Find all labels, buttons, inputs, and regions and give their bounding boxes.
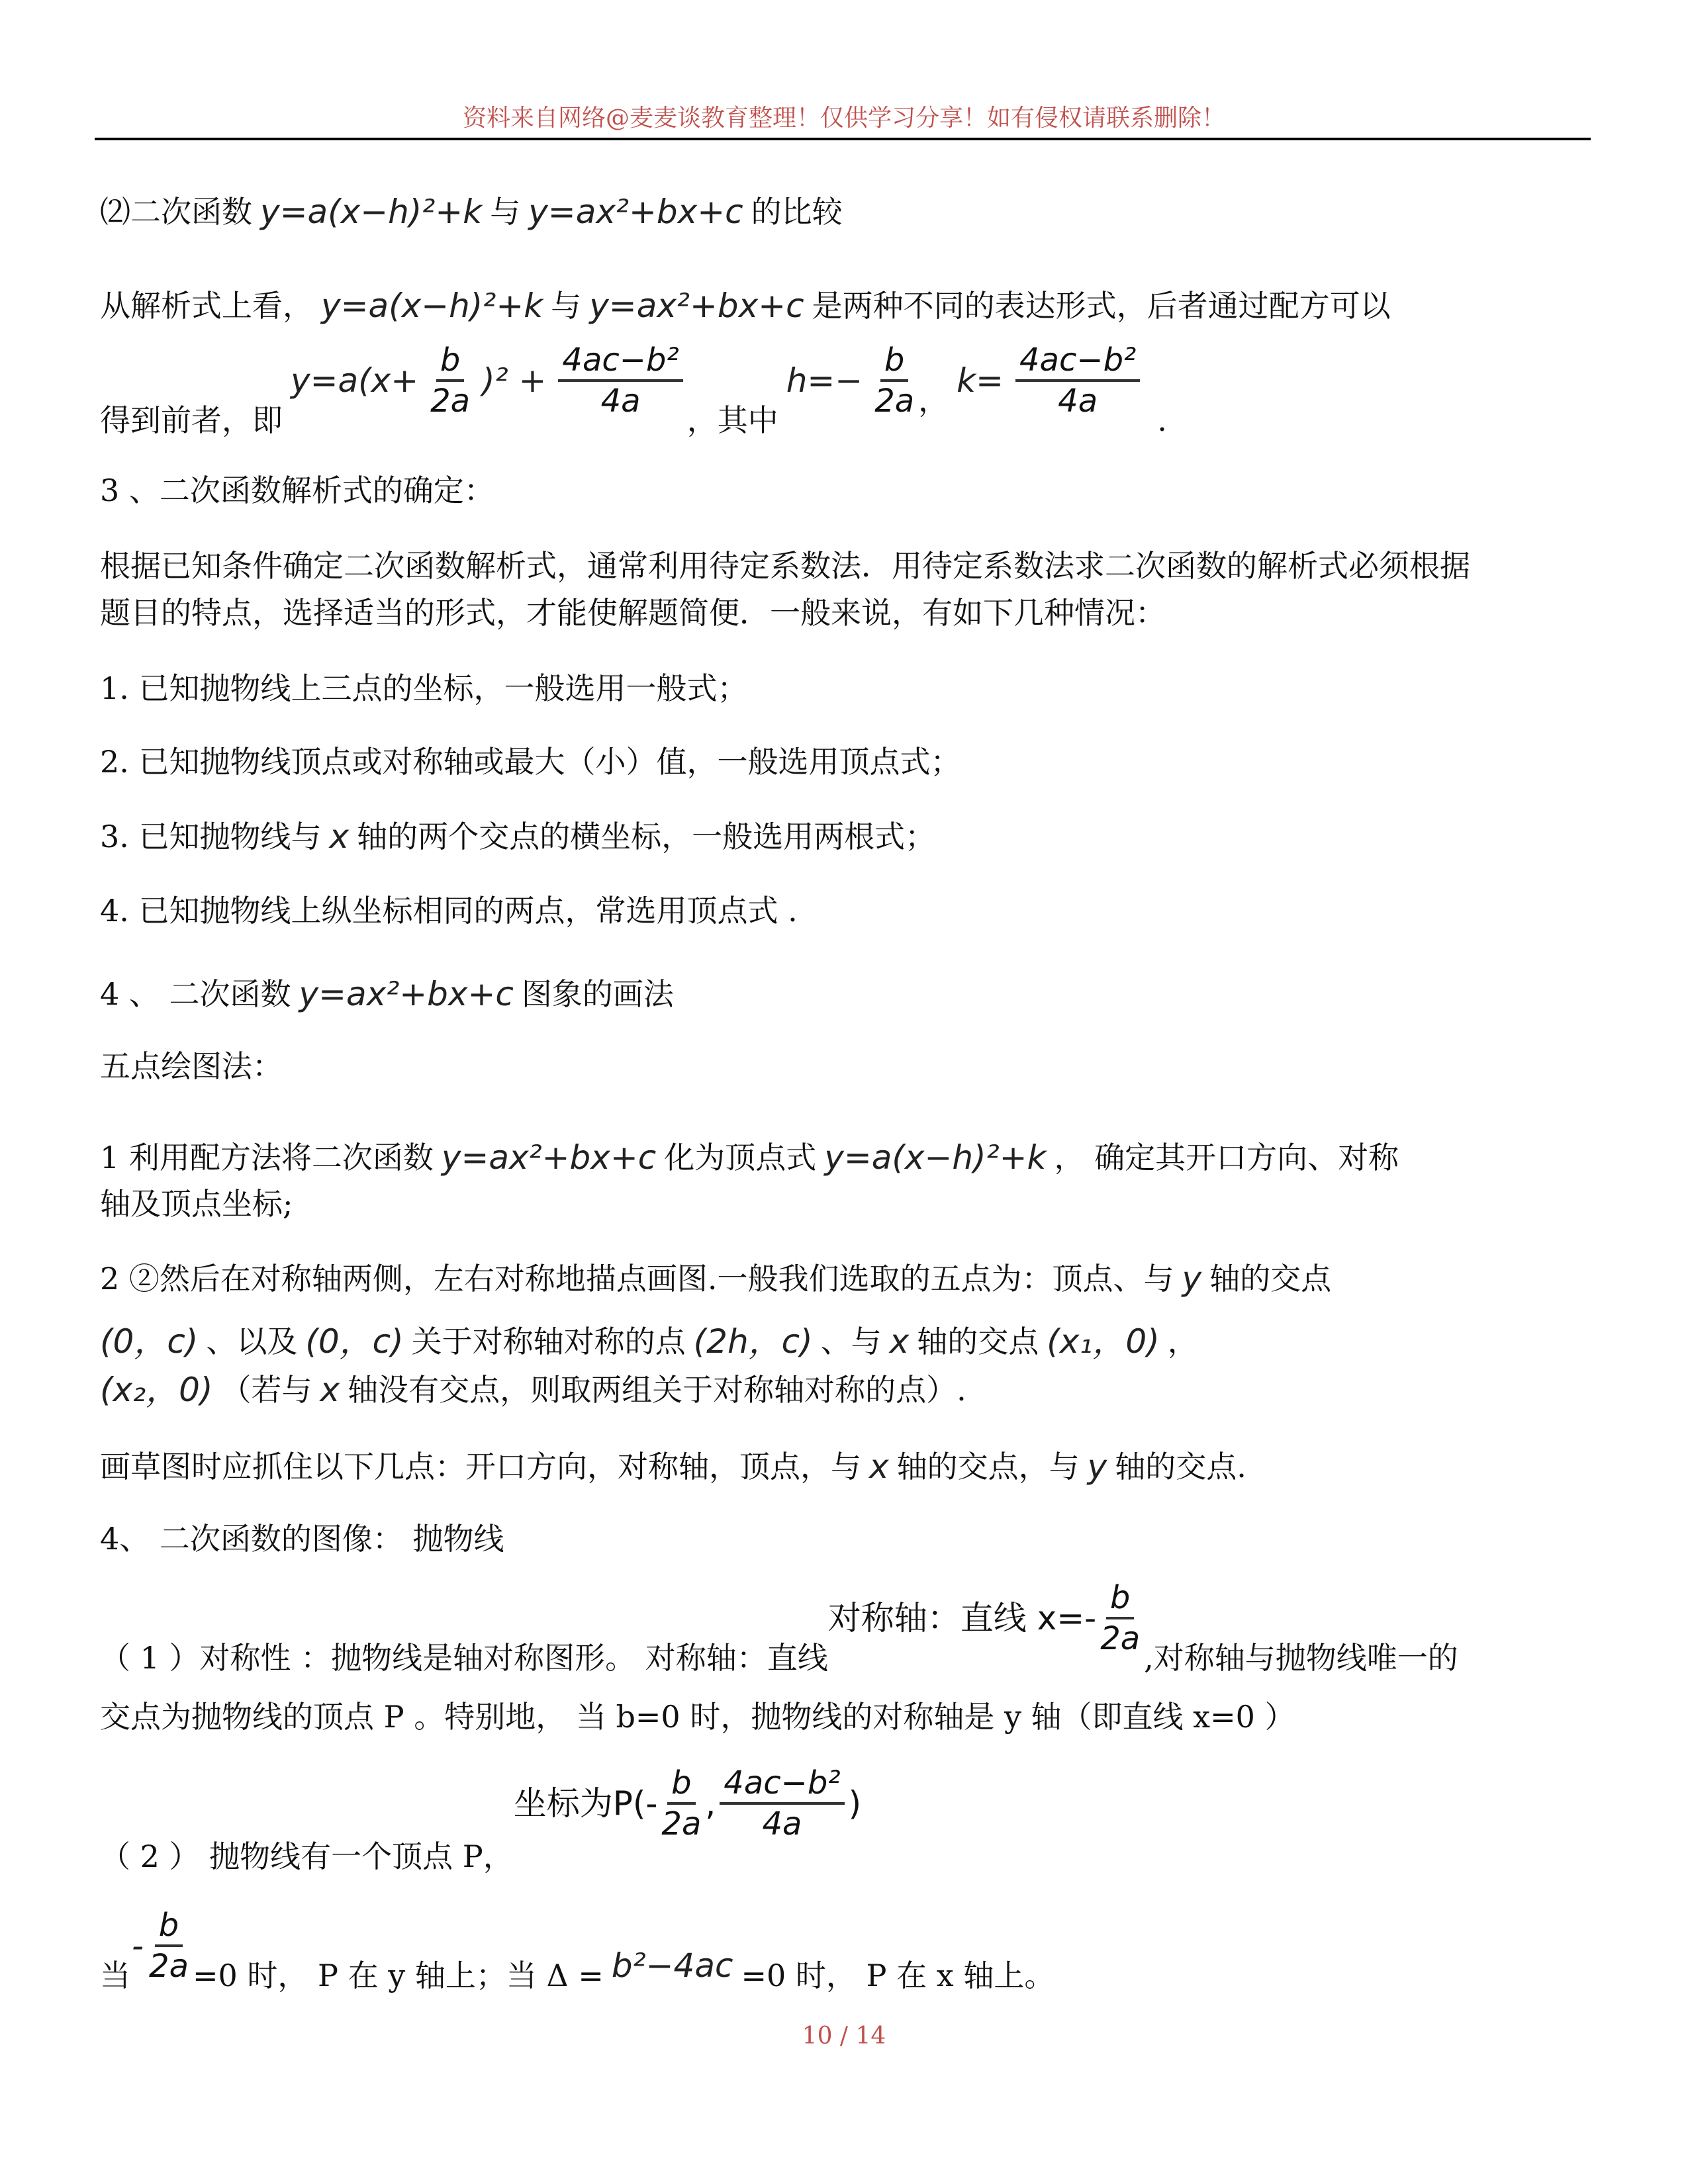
paragraph-line: 根据已知条件确定二次函数解析式，通常利用待定系数法．用待定系数法求二次函数的解析式必须根据 [100, 548, 1470, 584]
fraction [1015, 341, 1140, 420]
text: 4 、 二次函数 [100, 976, 291, 1012]
step-2-points-cont [100, 1370, 966, 1410]
step-1-cont: 轴及顶点坐标; [100, 1186, 293, 1222]
fraction [874, 341, 914, 420]
numerator: b [436, 341, 464, 382]
five-point-method: 五点绘图法： [100, 1048, 283, 1084]
list-item: 1. 已知抛物线上三点的坐标，一般选用一般式； [100, 670, 748, 706]
formula-vertex-form: y=a(x−h)²+k [260, 193, 483, 231]
text: . [1157, 402, 1167, 438]
text: 与 [490, 194, 521, 230]
numerator: 4ac−b² [558, 341, 682, 382]
denominator: 2a [874, 383, 915, 420]
text: 与 [551, 288, 582, 324]
text: =0 时， P 在 x 轴上。 [741, 1958, 1055, 1993]
formula-part: 坐标为P(- [513, 1784, 658, 1823]
formula-general-form: y=ax²+bx+c [528, 193, 743, 231]
numerator: b [1106, 1578, 1134, 1619]
formula-h [778, 341, 918, 420]
numerator: b [667, 1764, 695, 1805]
text: ， [918, 383, 949, 418]
fraction [661, 1764, 701, 1843]
formula-axis [828, 1578, 1144, 1658]
page-number: 10 / 14 [802, 2023, 886, 2050]
text: 1 利用配方法将二次函数 [100, 1140, 434, 1175]
text: 得到前者，即 [100, 402, 283, 438]
text: 轴的交点 [917, 1324, 1039, 1359]
point-x2: (x₂，0) [100, 1371, 213, 1409]
fraction [720, 1764, 844, 1843]
text: （若与 [220, 1372, 312, 1408]
text: =0 时， P 在 y 轴上；当 Δ = [193, 1958, 604, 1993]
step-2 [100, 1259, 1331, 1298]
formula-general-form: y=ax²+bx+c [589, 287, 804, 325]
numerator: 4ac−b² [1015, 341, 1140, 382]
paragraph-line: 题目的特点，选择适当的形式，才能使解题简便．一般来说，有如下几种情况： [100, 595, 1166, 631]
fraction [430, 341, 470, 420]
fraction [558, 341, 682, 420]
denominator: 2a [149, 1948, 189, 1985]
point-0c: (0，c) [100, 1322, 199, 1361]
text: ，其中 [686, 402, 778, 438]
text: ,对称轴与抛物线唯一的 [1144, 1640, 1458, 1676]
paragraph-completing-square [100, 334, 1167, 440]
var-x: x [320, 1371, 340, 1409]
text: 的比较 [751, 194, 843, 230]
fraction [1100, 1578, 1140, 1658]
vertex-line [100, 1764, 862, 1880]
numerator: 4ac−b² [720, 1764, 844, 1805]
formula-part: - [132, 1927, 144, 1965]
text: 画草图时应抓住以下几点：开口方向，对称轴，顶点，与 [100, 1449, 861, 1484]
text: ， 确定其开口方向、对称 [1054, 1140, 1399, 1175]
text: ⑵二次函数 [100, 194, 252, 230]
numerator: b [155, 1906, 183, 1947]
section-comparison-title [100, 192, 843, 232]
text: 当 [100, 1958, 130, 1993]
formula-part: k= [957, 361, 1004, 400]
var-y: y [1087, 1447, 1107, 1486]
var-x: x [329, 817, 350, 856]
point-x1: (x₁，0) [1047, 1322, 1160, 1361]
denominator: 2a [661, 1805, 702, 1843]
point-0c: (0，c) [305, 1322, 404, 1361]
text: （ 1 ）对称性 ：抛物线是轴对称图形。 对称轴：直线 [100, 1640, 828, 1676]
paragraph-analysis [100, 286, 1391, 326]
formula-discriminant: b²−4ac [611, 1946, 733, 1985]
formula-vertex-coords: 坐标为P(- $\frac{b}{2a}$ , $\frac{\text{4ac−b²}}{4a}$ ) [513, 1764, 862, 1843]
formula-general-form: y=ax²+bx+c [441, 1138, 657, 1177]
symmetry-line-cont: 交点为抛物线的顶点 P 。特别地， 当 b=0 时，抛物线的对称轴是 y 轴（即直线 x=0 ） [100, 1699, 1295, 1735]
formula-vertex-form: y=a(x−h)²+k [321, 287, 543, 325]
formula-completed-square [283, 341, 687, 420]
formula-part: )² + [482, 361, 547, 400]
heading-drawing [100, 974, 674, 1014]
list-item: 4. 已知抛物线上纵坐标相同的两点，常选用顶点式 . [100, 893, 798, 929]
text: 轴的交点，与 [896, 1449, 1080, 1484]
var-y: y [1182, 1259, 1202, 1298]
text: 是两种不同的表达形式，后者通过配方可以 [812, 288, 1391, 324]
text: 关于对称轴对称的点 [411, 1324, 686, 1359]
formula-part: h=− [786, 361, 863, 400]
denominator: 4a [762, 1805, 802, 1843]
step-1 [100, 1138, 1399, 1177]
page-header-watermark: 资料来自网络@麦麦谈教育整理！仅供学习分享！如有侵权请联系删除！ [462, 105, 1225, 132]
text: 轴的交点. [1115, 1449, 1246, 1484]
step-2-points [100, 1322, 1198, 1361]
text: 从解析式上看， [100, 288, 313, 324]
text: 图象的画法 [521, 976, 674, 1012]
denominator: 2a [430, 383, 471, 420]
formula-k [949, 341, 1144, 420]
formula-general-form: y=ax²+bx+c [299, 975, 514, 1013]
text: 轴的交点 [1209, 1261, 1332, 1297]
list-item [100, 817, 935, 856]
text: ， [1167, 1324, 1198, 1359]
sketch-tips [100, 1447, 1246, 1486]
formula-part: ) [848, 1784, 862, 1823]
denominator: 2a [1100, 1620, 1141, 1657]
text: 3. 已知抛物线与 [100, 819, 322, 854]
formula-neg-b-2a [130, 1906, 193, 1985]
denominator: 4a [600, 383, 641, 420]
formula-vertex-form: y=a(x−h)²+k [824, 1138, 1047, 1177]
formula-part: 对称轴：直线 x=- [827, 1599, 1097, 1637]
text: 轴的两个交点的横坐标，一般选用两根式； [357, 819, 936, 854]
condition-line [100, 1906, 1055, 2005]
text: 、以及 [206, 1324, 298, 1359]
formula-part: y=a(x+ [291, 361, 419, 400]
text: 2 ②然后在对称轴两侧，左右对称地描点画图.一般我们选取的五点为：顶点、与 [100, 1261, 1174, 1297]
heading-determination: 3 、二次函数解析式的确定： [100, 473, 494, 508]
text: 轴没有交点，则取两组关于对称轴对称的点）. [348, 1372, 966, 1408]
fraction [149, 1906, 189, 1985]
point-2hc: (2h，c) [693, 1322, 813, 1361]
var-x: x [869, 1447, 889, 1486]
header-rule [95, 138, 1591, 140]
list-item: 2. 已知抛物线顶点或对称轴或最大（小）值，一般选用顶点式； [100, 744, 961, 780]
heading-parabola: 4、 二次函数的图像： 抛物线 [100, 1521, 504, 1557]
text: （ 2 ） 抛物线有一个顶点 P， [100, 1839, 514, 1874]
symmetry-line [100, 1579, 1458, 1688]
denominator: 4a [1058, 383, 1098, 420]
numerator: b [880, 341, 908, 382]
var-x: x [889, 1322, 910, 1361]
text: 、与 [820, 1324, 882, 1359]
text: 化为顶点式 [664, 1140, 817, 1175]
